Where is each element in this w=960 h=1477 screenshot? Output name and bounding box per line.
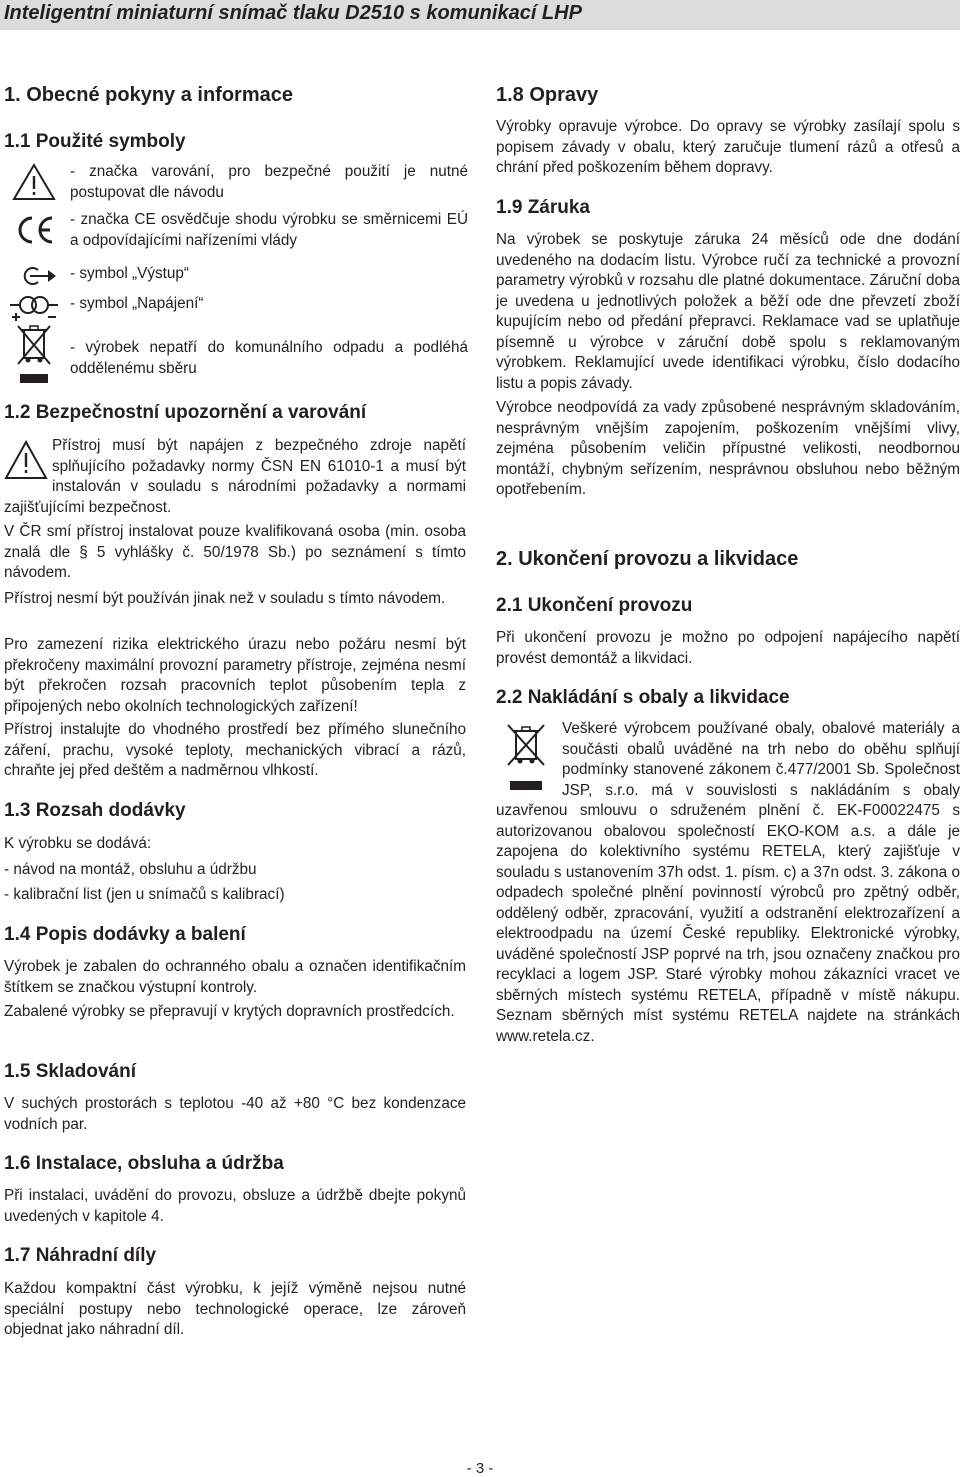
crossed-bin-icon (496, 719, 556, 799)
paragraph: Při instalaci, uvádění do provozu, obsluze a údržbě dbejte pokynů uvedených v kapitole 4. (4, 1187, 466, 1225)
header-bar (0, 0, 960, 30)
paragraph: Výrobek je zabalen do ochranného obalu a označen identifikačním štítkem se značkou výstupní kontroly. (4, 958, 466, 996)
power-supply-symbol-icon (4, 294, 62, 322)
section-1-8-title: 1.8 Opravy (496, 84, 599, 106)
symbol-text: - značka varování, pro bezpečné použití je nutné postupovat dle návodu (70, 163, 468, 201)
paragraph: V suchých prostorách s teplotou -40 až +80 °C bez kondenzace vodních par. (4, 1095, 466, 1133)
section-1-2-title: 1.2 Bezpečnostní upozornění a varování (4, 402, 367, 423)
paragraph: Výrobky opravuje výrobce. Do opravy se výrobky zasílají spolu s popisem závady v obalu, který zaručuje tlumení rázů a otřesů a chrání před poškozením během dopravy. (496, 118, 960, 176)
document-title: Inteligentní miniaturní snímač tlaku D2510 s komunikací LHP (4, 2, 582, 24)
symbol-text: - výrobek nepatří do komunálního odpadu a podléhá oddělenému sběru (70, 339, 468, 377)
crossed-bin-icon (4, 322, 62, 386)
section-2-title: 2. Ukončení provozu a likvidace (496, 548, 799, 570)
section-1-3-title: 1.3 Rozsah dodávky (4, 800, 186, 821)
paragraph: Přístroj instalujte do vhodného prostředí bez přímého slunečního záření, prachu, vysoké teploty, mechanických vibrací a rázů, chraňte jej před deštěm a nadměrnou vlhkostí. (4, 721, 466, 779)
section-1-1-title: 1.1 Použité symboly (4, 131, 186, 152)
output-symbol-icon (4, 264, 62, 288)
section-1-title: 1. Obecné pokyny a informace (4, 84, 293, 106)
paragraph: V ČR smí přístroj instalovat pouze kvalifikovaná osoba (min. osoba znalá dle § 5 vyhlášky č. 50/1978 Sb.) po seznámení s tímto návodem. (4, 523, 466, 581)
page-number: - 3 - (466, 1460, 494, 1477)
paragraph-text: Přístroj musí být napájen z bezpečného zdroje napětí splňujícího požadavky normy ČSN EN 61010-1 a musí být instalován v souladu s národními požadavky a normami zajišťujícími bezpečnost. (4, 437, 466, 516)
section-2-1-title: 2.1 Ukončení provozu (496, 595, 693, 616)
paragraph-text: Veškeré výrobcem používané obaly, obalové materiály a součásti obalů uváděné na trh nebo do oběhu splňují podmínky stanovené zákonem č.477/2001 Sb. Společnost JSP, s.r.o. má v souvislosti s nakládáním s obaly uzavřenou smlouvu o sdruženém plnění č. EK-F00022475 s autorizovanou obalovou společností EKO-KOM a.s. a dále je zapojena do kolektivního systému RETELA, který zajišťuje v souladu s ustanovením 37h odst. 1. písm. c) a 37n odst. 3. zákona o odpadech společné plnění povinností výrobců pro zpětný odběr, oddělený odběr, zpracování, využití a odstranění elektrozařízení a elektroodpadu na území České republiky. Elektronické výrobky, uváděné společností JSP poprvé na trh, jsou označeny značkou pro recyklaci a logem JSP. Staré výrobky mohou zákazníci vracet ve sběrných místech systému RETELA, případně v místě nákupu. Seznam sběrných míst systému RETELA najdete na stránkách www.retela.cz. (496, 720, 960, 1045)
section-1-7-title: 1.7 Náhradní díly (4, 1245, 157, 1266)
paragraph: Výrobce neodpovídá za vady způsobené nesprávným skladováním, nesprávným vnějším zapojením, poškozením vnějšími vlivy, zejména působením veličin přípustné velikosti, neodbornou montáží, chybným seřízením, nesprávnou obsluhou nebo běžným opotřebením. (496, 399, 960, 498)
paragraph: Pro zamezení rizika elektrického úrazu nebo požáru nesmí být překročeny maximální provozní parametry přístroje, zejména nesmí být překročen rozsah pracovních teplot působením tepla z připojených nebo okolních technologických zařízení! (4, 636, 466, 715)
symbol-text: - značka CE osvědčuje shodu výrobku se směrnicemi EÚ a odpovídajícími nařízeními vlády (70, 211, 468, 249)
section-1-9-title: 1.9 Záruka (496, 197, 590, 218)
section-2-2-title: 2.2 Nakládání s obaly a likvidace (496, 687, 790, 708)
symbol-text: - symbol „Výstup“ (70, 265, 189, 282)
paragraph: Při ukončení provozu je možno po odpojení napájecího napětí provést demontáž a likvidaci. (496, 629, 960, 667)
paragraph: K výrobku se dodává: (4, 835, 152, 852)
section-1-4-title: 1.4 Popis dodávky a balení (4, 924, 246, 945)
paragraph (496, 719, 960, 1047)
paragraph: Každou kompaktní část výrobku, k jejíž výměně nejsou nutné speciální postupy nebo technologické operace, lze zároveň objednat jako náhradní díl. (4, 1280, 466, 1338)
ce-mark-icon (4, 210, 62, 250)
paragraph: Na výrobek se poskytuje záruka 24 měsíců ode dne dodání uvedeného na dodacím listu. Výrobce ručí za technické a provozní parametry výrobků v rozsahu dle platné dokumentace. Záruční doba je uvedena u jednotlivých položek a běží ode dne převzetí zboží kupujícím nebo od předání přepravci. Reklamace vad se uplatňuje písemně u výrobce v záruční době spolu s reklamovaným výrobkem. Reklamující uvede identifikaci výrobku, číslo dodacího listu a popis závady. (496, 231, 960, 392)
paragraph: Zabalené výrobky se přepravují v krytých dopravních prostředcích. (4, 1003, 455, 1020)
section-1-6-title: 1.6 Instalace, obsluha a údržba (4, 1153, 284, 1174)
paragraph: Přístroj nesmí být používán jinak než v souladu s tímto návodem. (4, 590, 446, 607)
symbol-text: - symbol „Napájení“ (70, 295, 204, 312)
list-item: - návod na montáž, obsluhu a údržbu (4, 861, 257, 878)
warning-triangle-icon (4, 162, 62, 202)
section-1-5-title: 1.5 Skladování (4, 1061, 137, 1082)
paragraph (4, 436, 466, 518)
list-item: - kalibrační list (jen u snímačů s kalibrací) (4, 886, 285, 903)
